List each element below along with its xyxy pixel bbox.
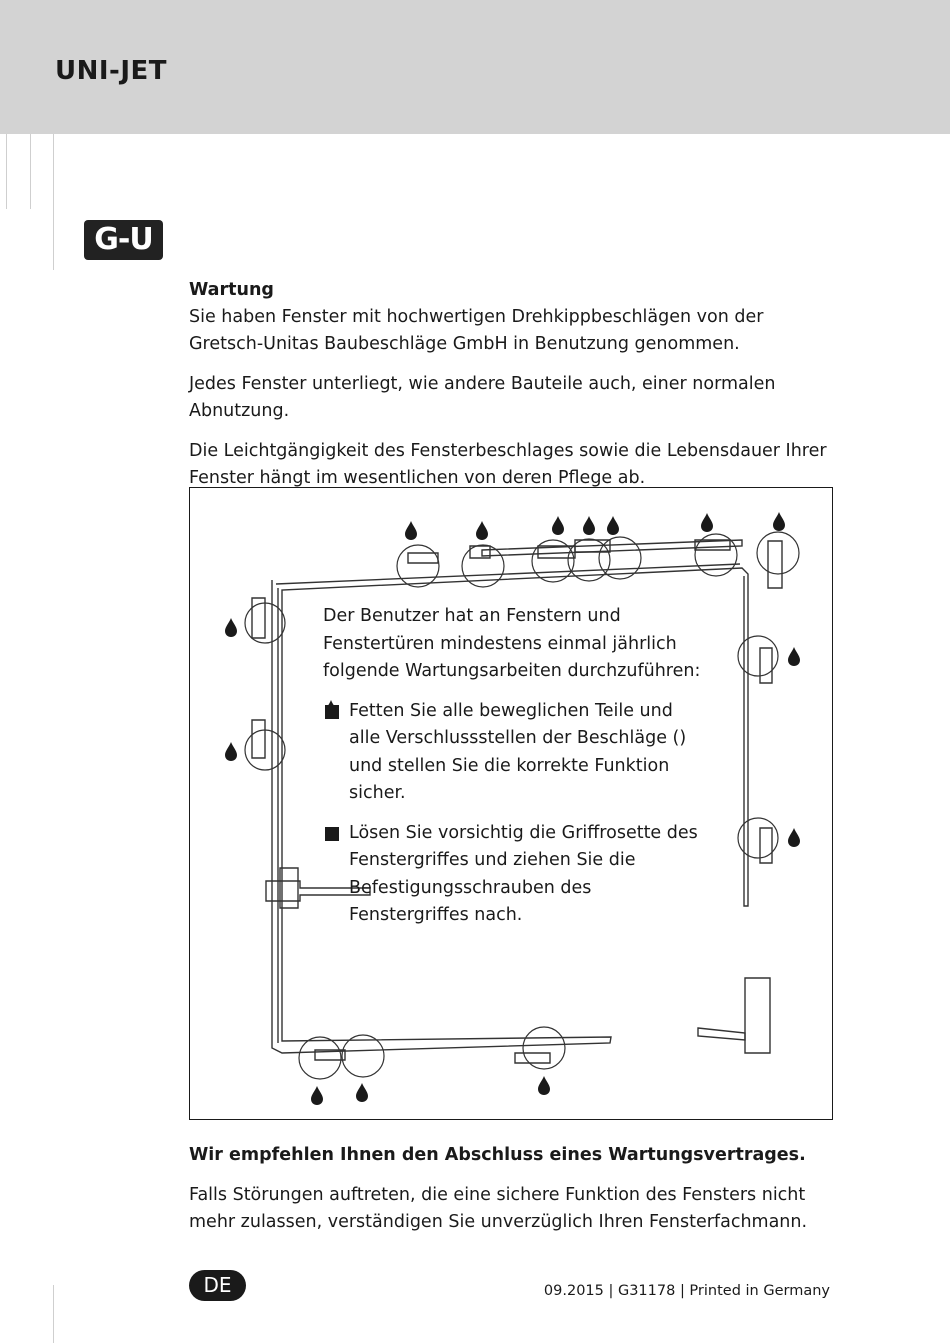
maintenance-instructions — [323, 603, 703, 930]
margin-line — [6, 134, 7, 209]
recommendation-heading: Wir empfehlen Ihnen den Abschluss eines Wartungsvertrages. — [189, 1145, 806, 1165]
intro-paragraph-1: Sie haben Fenster mit hochwertigen Drehkippbeschlägen von der Gretsch-Unitas Baubeschläge GmbH in Benutzung genommen. — [189, 307, 764, 354]
oil-drop-icon — [323, 698, 339, 720]
intro-section — [189, 277, 839, 492]
gu-logo: G-U — [84, 220, 163, 260]
language-badge: DE — [189, 1270, 246, 1301]
closing-paragraph: Falls Störungen auftreten, die eine sichere Funktion des Fensters nicht mehr zulassen, verständigen Sie unverzüglich Ihren Fensterfachmann. — [189, 1185, 808, 1232]
bullet-item — [323, 698, 703, 808]
margin-line — [53, 1285, 54, 1343]
closing-section — [189, 1142, 839, 1236]
bullet-text: Lösen Sie vorsichtig die Griffrosette des Fenstergriffes und ziehen Sie die Befestigungsschrauben des Fenstergriffes nach. — [349, 822, 698, 925]
page-title: UNI-JET — [55, 56, 168, 86]
bullet-square-icon — [325, 827, 339, 841]
instructions-intro: Der Benutzer hat an Fenstern und Fenstertüren mindestens einmal jährlich folgende Wartungsarbeiten durchzuführen: — [323, 606, 701, 681]
margin-line — [30, 134, 31, 209]
bullet-item — [323, 820, 703, 930]
maintenance-diagram — [189, 487, 833, 1120]
bullet-text: ) und stellen Sie die korrekte Funktion sicher. — [349, 728, 687, 803]
intro-paragraph-3: Die Leichtgängigkeit des Fensterbeschlages sowie die Lebensdauer Ihrer Fenster hängt im wesentlichen von deren Pflege ab. — [189, 441, 827, 488]
margin-line — [53, 134, 54, 270]
section-heading: Wartung — [189, 280, 274, 300]
intro-paragraph-2: Jedes Fenster unterliegt, wie andere Bauteile auch, einer normalen Abnutzung. — [189, 374, 776, 421]
footer-meta: 09.2015 | G31178 | Printed in Germany — [543, 1283, 830, 1299]
bullet-text: Fetten Sie alle beweglichen Teile und alle Verschlussstellen der Beschläge ( — [349, 700, 680, 748]
